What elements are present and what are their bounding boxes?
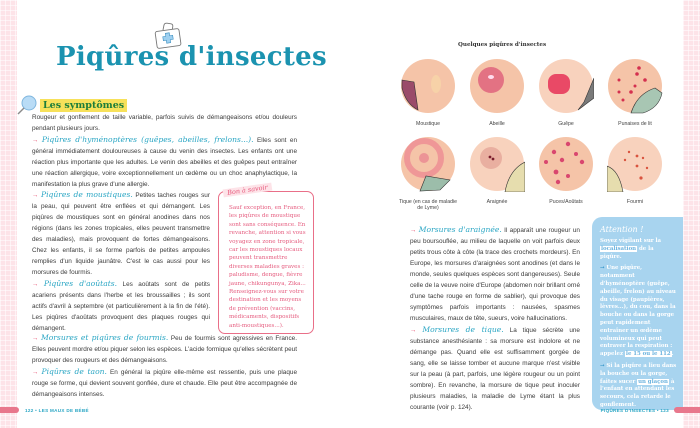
item-text: Les aoûtats sont de petits acariens présents dans l'herbe et les broussailles ; ils sont actifs d'avril à septembre (et particulièrement à la fin de l'été). Les piqûres d'aoûtats provoquent des plaques rouges qui démangent. xyxy=(32,281,210,332)
attention-title: Attention ! xyxy=(600,225,644,234)
item-taon xyxy=(32,366,297,400)
page-title: Piqûres d'insectes xyxy=(56,42,327,72)
page-number-right: PIQÛRES D'INSECTES • 123 xyxy=(600,407,669,413)
page-number-left: 122 • LES MAUX DE BÉBÉ xyxy=(25,407,89,413)
left-margin-grid xyxy=(0,0,17,428)
intro-text: Rougeur et gonflement de taille variable, parfois suivis de démangeaisons et/ou douleurs pendant plusieurs jours. xyxy=(32,114,297,132)
attention-para-2 xyxy=(600,265,677,359)
item-heading: Morsures et piqûres de fourmis. xyxy=(40,333,169,342)
attention-box xyxy=(592,217,683,410)
highlight-emergency-number: le 15 ou le 112 xyxy=(625,351,671,358)
item-hymenopteres xyxy=(32,134,297,190)
illustration-tique xyxy=(396,136,460,212)
arrow-icon: → xyxy=(32,137,39,144)
item-heading: Piqûres d'hyménoptères (guêpes, abeilles, frelons...). xyxy=(41,135,254,144)
illustration-abeille xyxy=(465,58,529,127)
illustration-caption: Puces/Aoûtats xyxy=(549,199,583,205)
item-heading: Morsures d'araignée. xyxy=(418,225,502,234)
bedbug-bites-image xyxy=(607,58,663,114)
item-moustiques xyxy=(32,189,210,278)
bon-a-savoir-box xyxy=(218,183,314,334)
illustration-moustique xyxy=(396,58,460,127)
ant-bites-image xyxy=(607,136,663,192)
item-fourmis xyxy=(32,332,297,366)
bee-sting-image xyxy=(469,58,525,114)
item-text: La tique sécrète une substance anesthésiante : sa morsure est indolore et ne démange pas. Quand elle est suffisamment gorgée de sang, elle se laisse tomber et aucune marque n'est visible sur la peau (à part, parfois, une légère rougeur ou un point sombre). En revanche, la morsure de tique peut inoculer plusieurs maladies, la maladie de Lyme étant la plus courante (voir p. 124). xyxy=(410,327,580,411)
arrow-icon: → xyxy=(32,335,39,342)
illustration-punaises xyxy=(603,58,667,127)
item-aoutats xyxy=(32,278,210,334)
footer-left xyxy=(0,407,89,413)
section-label: Les symptômes xyxy=(40,99,127,112)
text: à l'enfant en attendant les secours, cela retarde le gonflement. xyxy=(600,378,675,408)
text: Une piqûre, notamment d'hyménoptère (guêpe, abeille, frelon) au niveau du visage (paupières, lèvres...), du cou, dans la bouche ou dans la gorge peut rapidement entraîner un œdème volumineux qui peut entraver la respiration : appelez xyxy=(600,265,676,358)
illustration-araignee xyxy=(465,136,529,205)
bottom-block xyxy=(32,332,297,400)
item-heading: Piqûres d'aoûtats. xyxy=(43,279,118,288)
text: . xyxy=(671,351,674,358)
illustration-caption: Araignée xyxy=(486,199,508,205)
item-text: Elles sont en général immédiatement douloureuses à cause du venin des insectes. Les enfants ont une réaction plus importante que les adultes. Le venin des abeilles et des guêpes peut entraîner une réaction allergique, voire exceptionnellement un œdème ou un choc anaphylactique, la manifestation la plus grave d'une allergie. xyxy=(32,137,298,188)
intro-block xyxy=(32,112,297,190)
item-araignee xyxy=(410,224,580,324)
item-tique xyxy=(410,324,580,413)
item-text: Petites taches rouges sur la peau, qui peuvent être enflées et qui démangent. Les piqûres de moustiques sont en général anodines dans nos régions (dans les zones tropicales, elles peuvent transmettre des maladies), mais provoquent de fortes démangeaisons. Chez les enfants, il se forme parfois de petites ampoules remplies d'un liquide jaunâtre. C'est le cas aussi pour les morsures de fourmis. xyxy=(32,192,210,276)
arrow-icon: → xyxy=(410,227,417,234)
text: de la piqûre. xyxy=(600,245,654,260)
illustration-puces xyxy=(534,136,598,205)
item-heading: Piqûres de taon. xyxy=(41,367,107,376)
right-margin-grid xyxy=(683,0,700,428)
bon-a-savoir-tag: Bon à savoir xyxy=(223,183,273,198)
illustration-caption: Fourmi xyxy=(626,199,644,205)
arrow-icon: → xyxy=(32,192,39,199)
illustration-caption: Abeille xyxy=(489,121,505,127)
illustration-caption: Moustique xyxy=(416,121,440,127)
item-text: Il apparaît une rougeur un peu boursouflée, au milieu de laquelle on voit parfois deux petits trous côte à côte (la trace des crochets mordeurs). En Europe, les morsures d'araignées sont anodines (et dans le monde, seules quelques espèces sont dangereuses). Seule celle de la veuve noire d'Europe (abdomen noir brillant orné d'une tache rouge en forme de sablier), qui provoque des symptômes parfois importants : nausées, spasmes musculaires, maux de tête, sueurs, voire hallucinations. xyxy=(410,227,580,322)
text: Si la piqûre a lieu dans la bouche ou la gorge, faites sucer xyxy=(600,362,677,385)
tick-bite-image xyxy=(400,136,456,192)
flea-bites-image xyxy=(538,136,594,192)
arrow-icon: → xyxy=(600,362,605,369)
arrow-icon: → xyxy=(410,327,417,334)
attention-para-1 xyxy=(600,238,677,261)
spider-bite-image xyxy=(469,136,525,192)
illustration-fourmi xyxy=(603,136,667,205)
item-heading: Morsures de tique. xyxy=(422,325,504,334)
footer-pill xyxy=(0,407,19,413)
item-heading: Piqûres de moustiques. xyxy=(41,190,133,199)
illustration-caption: Punaises de lit xyxy=(618,121,652,127)
bon-a-savoir-text: Sauf exception, en France, les piqûres de moustique sont sans conséquence. En revanche, attention si vous voyagez en zone tropicale, car les moustiques locaux peuvent transmettre diverses maladies graves : paludisme, dengue, fièvre jaune, chikungunya, Zika... Renseignez-vous sur votre destination et les moyens de prévention (vaccins, médicaments, dispositifs anti-moustiques...). xyxy=(229,205,306,329)
item-text: En général la piqûre elle-même est ressentie, puis une plaque rouge se forme, qui devient souvent gonflée, dure et chaude. Elle peut être accompagnée de démangeaisons intenses. xyxy=(32,369,298,398)
mid-block xyxy=(32,189,210,334)
illustrations-title: Quelques piqûres d'insectes xyxy=(458,42,547,48)
wasp-sting-image xyxy=(538,58,594,114)
footer-right xyxy=(601,407,700,413)
illustration-guepe xyxy=(534,58,598,127)
arrow-icon: → xyxy=(32,369,39,376)
highlight-localisation: localisation xyxy=(601,245,637,252)
right-text-block xyxy=(410,224,580,413)
attention-para-3 xyxy=(600,363,677,410)
arrow-icon: → xyxy=(600,265,605,272)
text: Soyez vigilant sur la xyxy=(600,238,662,244)
item-text: Peu de fourmis sont agressives en France. Elles peuvent mordre et/ou piquer selon les espèces. L'acide formique qu'elles sécrètent peut provoquer des rougeurs et des démangeaisons. xyxy=(32,335,298,364)
mosquito-bite-image xyxy=(400,58,456,114)
illustration-caption: Tique (en cas de maladie de Lyme) xyxy=(398,199,458,212)
arrow-icon: → xyxy=(32,281,39,288)
highlight-glacon: un glaçon xyxy=(638,378,668,385)
illustration-caption: Guêpe xyxy=(558,121,574,127)
footer-pill xyxy=(674,407,700,413)
